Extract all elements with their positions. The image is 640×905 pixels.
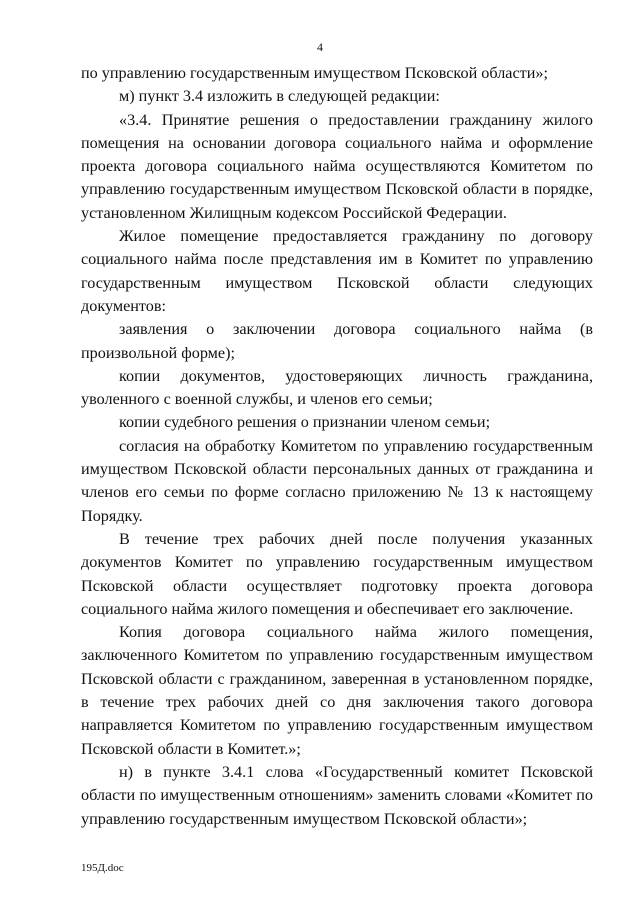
page-number: 4 [317, 40, 323, 54]
paragraph-continuation: по управлению государственным имуществом Псковской области»; [81, 64, 548, 82]
footer-filename: 195Д.doc [81, 862, 124, 874]
paragraph-item-m: м) пункт 3.4 изложить в следующей редакции: [119, 87, 440, 106]
paragraph-clause-3-4: «3.4. Принятие решения о предоставлении гражданину жилого помещения на основании договора социального найма и оформление проекта договора социального найма осуществляются Комитетом по управлению государственным имуществом Псковской области в порядке, установленном Жилищным кодексом Российской Федерации. [81, 110, 593, 222]
paragraph-item-n: н) в пункте 3.4.1 слова «Государственный комитет Псковской области по имущественным отношениям» заменить словами «Комитет по управлению государственным имуществом Псковской области»; [81, 762, 593, 828]
paragraph-three-days: В течение трех рабочих дней после получения указанных документов Комитет по управлению государственным имуществом Псковской области осуществляет подготовку проекта договора социального найма жилого помещения и обеспечивает его заключение. [81, 529, 593, 618]
paragraph-doc-identity: копии документов, удостоверяющих личность гражданина, уволенного с военной службы, и членов его семьи; [81, 366, 593, 409]
paragraph-doc-court-decision: копии судебного решения о признании членом семьи; [119, 413, 491, 432]
paragraph-contract-copy: Копия договора социального найма жилого помещения, заключенного Комитетом по управлению государственным имуществом Псковской области с гражданином, заверенная в установленном порядке, в течение трех рабочих дней со дня заключения такого договора направляется Комитетом по управлению государственным имуществом Псковской области в Комитет.»; [81, 623, 593, 758]
paragraph-doc-application: заявления о заключении договора социального найма (в произвольной форме); [81, 320, 593, 362]
document-body [81, 62, 593, 831]
paragraph-doc-consent: согласия на обработку Комитетом по управлению государственным имуществом Псковской области персональных данных от гражданина и членов его семьи по форме согласно приложению № 13 к настоящему Порядку. [81, 436, 593, 525]
paragraph-housing-provision: Жилое помещение предоставляется гражданину по договору социального найма после представления им в Комитет по управлению государственным имуществом Псковской области следующих документов: [81, 227, 593, 315]
